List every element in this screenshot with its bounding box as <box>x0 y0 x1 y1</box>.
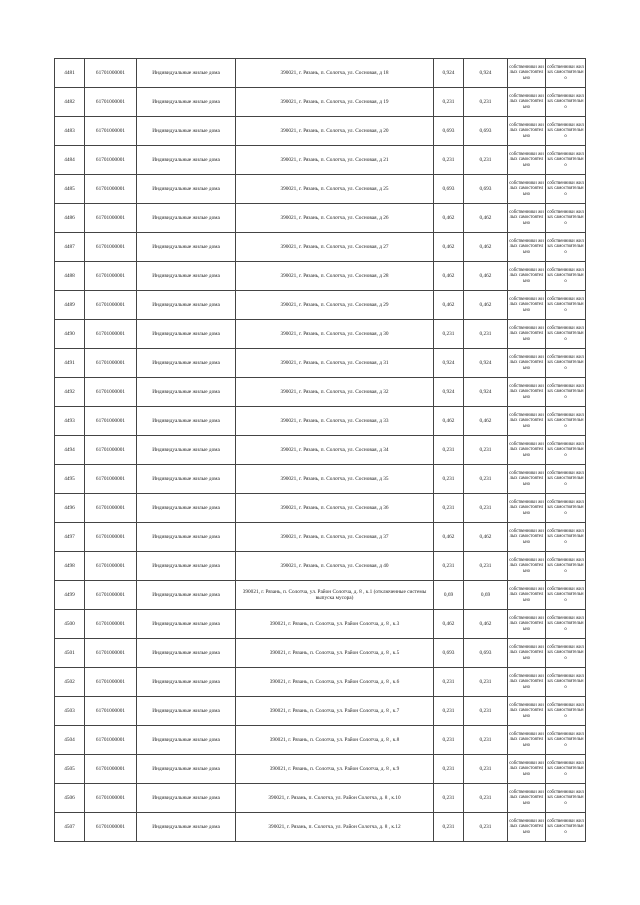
owner-cell-1: собственники жилых самостоятельно <box>508 88 546 117</box>
owner-cell-2: собственники жилых самостоятельно <box>546 581 586 610</box>
volume-cell-2: 0,231 <box>464 146 508 175</box>
owner-cell-1: собственники жилых самостоятельно <box>508 552 546 581</box>
address-cell: 390021, г. Рязань, п. Солотча, ул. Район Солотча, д. 8 , к.1 (отключенные системы выпуска мусора) <box>236 581 434 610</box>
object-type-cell: Индивидуальные жилые дома <box>137 726 236 755</box>
object-type-cell: Индивидуальные жилые дома <box>137 552 236 581</box>
oktmo-code-cell: 61701000001 <box>85 668 137 697</box>
row-number-cell: 4498 <box>55 552 85 581</box>
object-type-cell: Индивидуальные жилые дома <box>137 755 236 784</box>
address-cell: 390021, г. Рязань, п. Солотча, ул. Сосновая, д 21 <box>236 146 434 175</box>
address-cell: 390021, г. Рязань, п. Солотча, ул. Район Солотча, д. 8 , к.6 <box>236 668 434 697</box>
object-type-cell: Индивидуальные жилые дома <box>137 378 236 407</box>
owner-cell-1: собственники жилых самостоятельно <box>508 320 546 349</box>
table-row <box>55 378 586 407</box>
owner-cell-1: собственники жилых самостоятельно <box>508 349 546 378</box>
owner-cell-2: собственники жилых самостоятельно <box>546 552 586 581</box>
row-number-cell: 4490 <box>55 320 85 349</box>
table-row <box>55 59 586 88</box>
volume-cell-1: 0,462 <box>434 523 464 552</box>
row-number-cell: 4505 <box>55 755 85 784</box>
oktmo-code-cell: 61701000001 <box>85 523 137 552</box>
table-row <box>55 552 586 581</box>
row-number-cell: 4504 <box>55 726 85 755</box>
table-row <box>55 813 586 842</box>
oktmo-code-cell: 61701000001 <box>85 320 137 349</box>
owner-cell-2: собственники жилых самостоятельно <box>546 262 586 291</box>
volume-cell-1: 0,462 <box>434 610 464 639</box>
row-number-cell: 4496 <box>55 494 85 523</box>
owner-cell-2: собственники жилых самостоятельно <box>546 726 586 755</box>
object-type-cell: Индивидуальные жилые дома <box>137 204 236 233</box>
owner-cell-2: собственники жилых самостоятельно <box>546 291 586 320</box>
row-number-cell: 4503 <box>55 697 85 726</box>
volume-cell-2: 0,231 <box>464 552 508 581</box>
volume-cell-1: 0,231 <box>434 755 464 784</box>
volume-cell-1: 0,462 <box>434 233 464 262</box>
object-type-cell: Индивидуальные жилые дома <box>137 175 236 204</box>
address-cell: 390021, г. Рязань, п. Солотча, ул. Район Солотча, д. 8 , к.7 <box>236 697 434 726</box>
volume-cell-1: 0,462 <box>434 262 464 291</box>
table-row <box>55 88 586 117</box>
volume-cell-2: 0,231 <box>464 465 508 494</box>
owner-cell-2: собственники жилых самостоятельно <box>546 204 586 233</box>
oktmo-code-cell: 61701000001 <box>85 639 137 668</box>
owner-cell-1: собственники жилых самостоятельно <box>508 581 546 610</box>
row-number-cell: 4506 <box>55 784 85 813</box>
address-cell: 390021, г. Рязань, п. Солотча, ул. Район Солотча, д. 8 , к.8 <box>236 726 434 755</box>
owner-cell-2: собственники жилых самостоятельно <box>546 436 586 465</box>
address-cell: 390021, г. Рязань, п. Солотча, ул. Сосновая, д 30 <box>236 320 434 349</box>
address-cell: 390021, г. Рязань, п. Солотча, ул. Сосновая, д 37 <box>236 523 434 552</box>
oktmo-code-cell: 61701000001 <box>85 784 137 813</box>
address-cell: 390021, г. Рязань, п. Солотча, ул. Сосновая, д 33 <box>236 407 434 436</box>
volume-cell-1: 0,231 <box>434 494 464 523</box>
oktmo-code-cell: 61701000001 <box>85 813 137 842</box>
volume-cell-1: 0,231 <box>434 784 464 813</box>
volume-cell-1: 0,924 <box>434 59 464 88</box>
row-number-cell: 4501 <box>55 639 85 668</box>
object-type-cell: Индивидуальные жилые дома <box>137 233 236 262</box>
object-type-cell: Индивидуальные жилые дома <box>137 494 236 523</box>
volume-cell-2: 0,231 <box>464 494 508 523</box>
oktmo-code-cell: 61701000001 <box>85 610 137 639</box>
oktmo-code-cell: 61701000001 <box>85 726 137 755</box>
volume-cell-1: 0,231 <box>434 726 464 755</box>
object-type-cell: Индивидуальные жилые дома <box>137 784 236 813</box>
owner-cell-2: собственники жилых самостоятельно <box>546 320 586 349</box>
owner-cell-1: собственники жилых самостоятельно <box>508 639 546 668</box>
object-type-cell: Индивидуальные жилые дома <box>137 291 236 320</box>
owner-cell-2: собственники жилых самостоятельно <box>546 233 586 262</box>
address-cell: 390021, г. Рязань, п. Солотча, ул. Сосновая, д 29 <box>236 291 434 320</box>
oktmo-code-cell: 61701000001 <box>85 465 137 494</box>
table-row <box>55 233 586 262</box>
row-number-cell: 4483 <box>55 117 85 146</box>
table-row <box>55 175 586 204</box>
object-type-cell: Индивидуальные жилые дома <box>137 610 236 639</box>
volume-cell-2: 0,231 <box>464 436 508 465</box>
owner-cell-2: собственники жилых самостоятельно <box>546 755 586 784</box>
owner-cell-1: собственники жилых самостоятельно <box>508 697 546 726</box>
address-cell: 390021, г. Рязань, п. Солотча, ул. Сосновая, д 20 <box>236 117 434 146</box>
row-number-cell: 4499 <box>55 581 85 610</box>
volume-cell-2: 0,231 <box>464 320 508 349</box>
table-row <box>55 726 586 755</box>
row-number-cell: 4486 <box>55 204 85 233</box>
row-number-cell: 4481 <box>55 59 85 88</box>
volume-cell-1: 0,231 <box>434 668 464 697</box>
owner-cell-2: собственники жилых самостоятельно <box>546 813 586 842</box>
volume-cell-1: 0,69 <box>434 581 464 610</box>
oktmo-code-cell: 61701000001 <box>85 407 137 436</box>
table-row <box>55 407 586 436</box>
volume-cell-2: 0,462 <box>464 291 508 320</box>
owner-cell-1: собственники жилых самостоятельно <box>508 175 546 204</box>
owner-cell-2: собственники жилых самостоятельно <box>546 610 586 639</box>
address-cell: 390021, г. Рязань, п. Солотча, ул. Сосновая, д 28 <box>236 262 434 291</box>
volume-cell-2: 0,69 <box>464 581 508 610</box>
table-row <box>55 668 586 697</box>
table-row <box>55 610 586 639</box>
object-type-cell: Индивидуальные жилые дома <box>137 436 236 465</box>
oktmo-code-cell: 61701000001 <box>85 233 137 262</box>
table-row <box>55 523 586 552</box>
oktmo-code-cell: 61701000001 <box>85 378 137 407</box>
volume-cell-2: 0,231 <box>464 813 508 842</box>
volume-cell-2: 0,231 <box>464 784 508 813</box>
row-number-cell: 4495 <box>55 465 85 494</box>
owner-cell-2: собственники жилых самостоятельно <box>546 378 586 407</box>
row-number-cell: 4487 <box>55 233 85 262</box>
table-row <box>55 262 586 291</box>
volume-cell-2: 0,924 <box>464 378 508 407</box>
volume-cell-2: 0,462 <box>464 204 508 233</box>
row-number-cell: 4485 <box>55 175 85 204</box>
address-cell: 390021, г. Рязань, п. Солотча, ул. Район Солотча, д. 8 , к.5 <box>236 639 434 668</box>
address-cell: 390021, г. Рязань, п. Солотча, ул. Сосновая, д 31 <box>236 349 434 378</box>
volume-cell-2: 0,462 <box>464 407 508 436</box>
oktmo-code-cell: 61701000001 <box>85 59 137 88</box>
row-number-cell: 4494 <box>55 436 85 465</box>
address-cell: 390021, г. Рязань, п. Солотча, ул. Сосновая, д 18 <box>236 59 434 88</box>
table-row <box>55 494 586 523</box>
volume-cell-2: 0,462 <box>464 233 508 262</box>
volume-cell-2: 0,462 <box>464 262 508 291</box>
table-row <box>55 436 586 465</box>
owner-cell-2: собственники жилых самостоятельно <box>546 117 586 146</box>
oktmo-code-cell: 61701000001 <box>85 755 137 784</box>
volume-cell-2: 0,462 <box>464 523 508 552</box>
owner-cell-2: собственники жилых самостоятельно <box>546 668 586 697</box>
table-row <box>55 117 586 146</box>
table-row <box>55 349 586 378</box>
row-number-cell: 4493 <box>55 407 85 436</box>
owner-cell-1: собственники жилых самостоятельно <box>508 610 546 639</box>
owner-cell-2: собственники жилых самостоятельно <box>546 349 586 378</box>
oktmo-code-cell: 61701000001 <box>85 88 137 117</box>
volume-cell-2: 0,231 <box>464 88 508 117</box>
address-cell: 390021, г. Рязань, п. Солотча, ул. Сосновая, д 26 <box>236 204 434 233</box>
volume-cell-2: 0,693 <box>464 639 508 668</box>
volume-cell-2: 0,231 <box>464 726 508 755</box>
table-row <box>55 204 586 233</box>
volume-cell-1: 0,693 <box>434 117 464 146</box>
object-type-cell: Индивидуальные жилые дома <box>137 813 236 842</box>
oktmo-code-cell: 61701000001 <box>85 697 137 726</box>
address-cell: 390021, г. Рязань, п. Солотча, ул. Сосновая, д 34 <box>236 436 434 465</box>
address-cell: 390021, г. Рязань, п. Солотча, ул. Сосновая, д 19 <box>236 88 434 117</box>
volume-cell-2: 0,924 <box>464 349 508 378</box>
oktmo-code-cell: 61701000001 <box>85 436 137 465</box>
volume-cell-1: 0,231 <box>434 436 464 465</box>
row-number-cell: 4502 <box>55 668 85 697</box>
owner-cell-1: собственники жилых самостоятельно <box>508 262 546 291</box>
oktmo-code-cell: 61701000001 <box>85 117 137 146</box>
volume-cell-1: 0,693 <box>434 639 464 668</box>
volume-cell-2: 0,924 <box>464 59 508 88</box>
volume-cell-2: 0,231 <box>464 697 508 726</box>
volume-cell-2: 0,462 <box>464 610 508 639</box>
volume-cell-2: 0,231 <box>464 755 508 784</box>
table-row <box>55 639 586 668</box>
object-type-cell: Индивидуальные жилые дома <box>137 465 236 494</box>
address-cell: 390021, г. Рязань, п. Солотча, ул. Сосновая, д 35 <box>236 465 434 494</box>
table-row <box>55 291 586 320</box>
owner-cell-2: собственники жилых самостоятельно <box>546 146 586 175</box>
oktmo-code-cell: 61701000001 <box>85 146 137 175</box>
object-type-cell: Индивидуальные жилые дома <box>137 697 236 726</box>
owner-cell-1: собственники жилых самостоятельно <box>508 523 546 552</box>
volume-cell-2: 0,693 <box>464 117 508 146</box>
owner-cell-1: собственники жилых самостоятельно <box>508 117 546 146</box>
volume-cell-1: 0,231 <box>434 552 464 581</box>
oktmo-code-cell: 61701000001 <box>85 581 137 610</box>
owner-cell-1: собственники жилых самостоятельно <box>508 146 546 175</box>
volume-cell-1: 0,231 <box>434 465 464 494</box>
address-cell: 390021, г. Рязань, п. Солотча, ул. Сосновая, д 32 <box>236 378 434 407</box>
table-row <box>55 465 586 494</box>
owner-cell-1: собственники жилых самостоятельно <box>508 813 546 842</box>
address-cell: 390021, г. Рязань, п. Солотча, ул. Сосновая, д 40 <box>236 552 434 581</box>
owner-cell-1: собственники жилых самостоятельно <box>508 59 546 88</box>
row-number-cell: 4489 <box>55 291 85 320</box>
address-cell: 390021, г. Рязань, п. Солотча, ул. Сосновая, д 25 <box>236 175 434 204</box>
registry-table <box>54 58 586 842</box>
volume-cell-1: 0,462 <box>434 407 464 436</box>
volume-cell-1: 0,462 <box>434 291 464 320</box>
object-type-cell: Индивидуальные жилые дома <box>137 523 236 552</box>
row-number-cell: 4491 <box>55 349 85 378</box>
row-number-cell: 4497 <box>55 523 85 552</box>
object-type-cell: Индивидуальные жилые дома <box>137 117 236 146</box>
volume-cell-1: 0,231 <box>434 88 464 117</box>
object-type-cell: Индивидуальные жилые дома <box>137 668 236 697</box>
oktmo-code-cell: 61701000001 <box>85 349 137 378</box>
row-number-cell: 4482 <box>55 88 85 117</box>
address-cell: 390021, г. Рязань, п. Солотча, ул. Сосновая, д 27 <box>236 233 434 262</box>
row-number-cell: 4500 <box>55 610 85 639</box>
object-type-cell: Индивидуальные жилые дома <box>137 146 236 175</box>
object-type-cell: Индивидуальные жилые дома <box>137 320 236 349</box>
address-cell: 390021, г. Рязань, п. Солотча, ул. Сосновая, д 36 <box>236 494 434 523</box>
address-cell: 390021, г. Рязань, п. Солотча, ул. Район Солотча, д. 8 , к.10 <box>236 784 434 813</box>
registry-table-body <box>55 59 586 842</box>
object-type-cell: Индивидуальные жилые дома <box>137 581 236 610</box>
owner-cell-2: собственники жилых самостоятельно <box>546 59 586 88</box>
address-cell: 390021, г. Рязань, п. Солотча, ул. Район Солотча, д. 8 , к.9 <box>236 755 434 784</box>
oktmo-code-cell: 61701000001 <box>85 291 137 320</box>
table-row <box>55 320 586 349</box>
table-row <box>55 784 586 813</box>
oktmo-code-cell: 61701000001 <box>85 494 137 523</box>
table-row <box>55 581 586 610</box>
oktmo-code-cell: 61701000001 <box>85 262 137 291</box>
object-type-cell: Индивидуальные жилые дома <box>137 88 236 117</box>
volume-cell-2: 0,693 <box>464 175 508 204</box>
owner-cell-1: собственники жилых самостоятельно <box>508 204 546 233</box>
owner-cell-1: собственники жилых самостоятельно <box>508 407 546 436</box>
owner-cell-1: собственники жилых самостоятельно <box>508 494 546 523</box>
owner-cell-1: собственники жилых самостоятельно <box>508 436 546 465</box>
volume-cell-1: 0,231 <box>434 146 464 175</box>
table-row <box>55 146 586 175</box>
owner-cell-1: собственники жилых самостоятельно <box>508 726 546 755</box>
volume-cell-1: 0,231 <box>434 697 464 726</box>
volume-cell-1: 0,924 <box>434 378 464 407</box>
owner-cell-1: собственники жилых самостоятельно <box>508 291 546 320</box>
volume-cell-1: 0,693 <box>434 175 464 204</box>
table-row <box>55 755 586 784</box>
table-row <box>55 697 586 726</box>
oktmo-code-cell: 61701000001 <box>85 204 137 233</box>
owner-cell-2: собственники жилых самостоятельно <box>546 465 586 494</box>
volume-cell-1: 0,462 <box>434 204 464 233</box>
owner-cell-2: собственники жилых самостоятельно <box>546 523 586 552</box>
owner-cell-1: собственники жилых самостоятельно <box>508 233 546 262</box>
owner-cell-1: собственники жилых самостоятельно <box>508 378 546 407</box>
object-type-cell: Индивидуальные жилые дома <box>137 262 236 291</box>
owner-cell-2: собственники жилых самостоятельно <box>546 175 586 204</box>
owner-cell-1: собственники жилых самостоятельно <box>508 784 546 813</box>
owner-cell-2: собственники жилых самостоятельно <box>546 88 586 117</box>
owner-cell-1: собственники жилых самостоятельно <box>508 465 546 494</box>
row-number-cell: 4492 <box>55 378 85 407</box>
address-cell: 390021, г. Рязань, п. Солотча, ул. Район Солотча, д. 8 , к.12 <box>236 813 434 842</box>
oktmo-code-cell: 61701000001 <box>85 175 137 204</box>
owner-cell-2: собственники жилых самостоятельно <box>546 494 586 523</box>
owner-cell-1: собственники жилых самостоятельно <box>508 755 546 784</box>
volume-cell-1: 0,924 <box>434 349 464 378</box>
object-type-cell: Индивидуальные жилые дома <box>137 349 236 378</box>
owner-cell-2: собственники жилых самостоятельно <box>546 697 586 726</box>
row-number-cell: 4488 <box>55 262 85 291</box>
object-type-cell: Индивидуальные жилые дома <box>137 407 236 436</box>
volume-cell-1: 0,231 <box>434 813 464 842</box>
address-cell: 390021, г. Рязань, п. Солотча, ул. Район Солотча, д. 8 , к.3 <box>236 610 434 639</box>
object-type-cell: Индивидуальные жилые дома <box>137 639 236 668</box>
volume-cell-2: 0,231 <box>464 668 508 697</box>
owner-cell-2: собственники жилых самостоятельно <box>546 407 586 436</box>
oktmo-code-cell: 61701000001 <box>85 552 137 581</box>
object-type-cell: Индивидуальные жилые дома <box>137 59 236 88</box>
row-number-cell: 4507 <box>55 813 85 842</box>
volume-cell-1: 0,231 <box>434 320 464 349</box>
owner-cell-2: собственники жилых самостоятельно <box>546 639 586 668</box>
row-number-cell: 4484 <box>55 146 85 175</box>
owner-cell-2: собственники жилых самостоятельно <box>546 784 586 813</box>
owner-cell-1: собственники жилых самостоятельно <box>508 668 546 697</box>
